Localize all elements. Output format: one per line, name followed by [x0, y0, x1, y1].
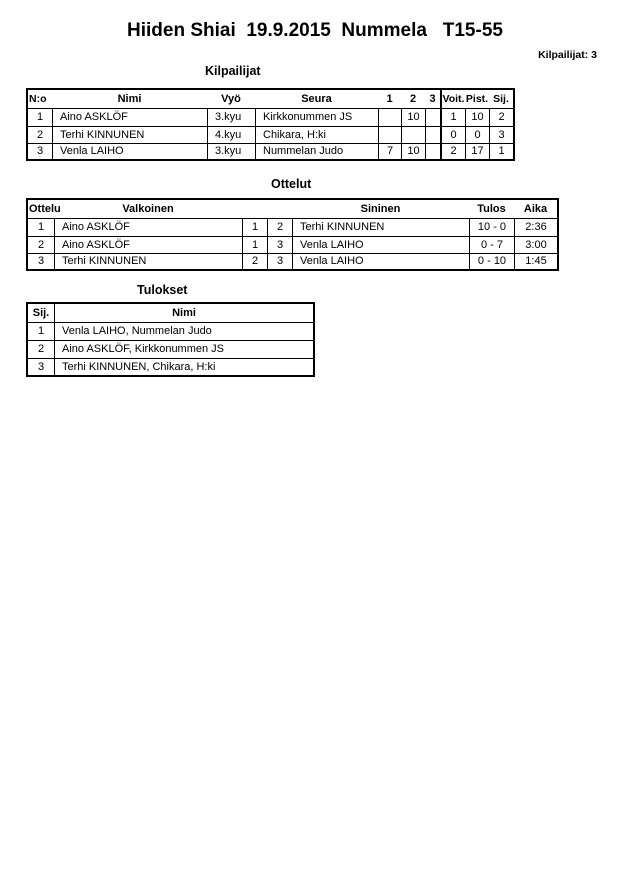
cell-rank: 2 [28, 340, 54, 358]
cell-wins: 0 [440, 126, 465, 143]
cell-white-name: Aino ASKLÖF [54, 236, 242, 253]
header-cell-sininen: Sininen [360, 202, 401, 215]
cell-name: Venla LAIHO [52, 143, 207, 159]
header-cell-round1: 1 [386, 92, 393, 105]
cell-white-name: Aino ASKLÖF [54, 218, 242, 236]
header-cell-pist: Pist. [465, 92, 489, 105]
header-cell-no: N:o [29, 92, 47, 105]
header-cell-tulos: Tulos [477, 202, 506, 215]
cell-time: 1:45 [514, 253, 557, 269]
cell-belt: 4.kyu [207, 126, 255, 143]
cell-round3 [425, 108, 440, 126]
results-table [26, 302, 315, 377]
cell-points: 10 [465, 108, 489, 126]
cell-round1 [378, 126, 401, 143]
matches-table [26, 198, 559, 271]
header-cell-white-no [242, 200, 267, 218]
section-heading-competitors: Kilpailijat [205, 64, 261, 78]
cell-no: 1 [28, 108, 52, 126]
cell-score: 10 - 0 [469, 218, 514, 236]
cell-name-club: Terhi KINNUNEN, Chikara, H:ki [54, 358, 313, 375]
cell-round2: 10 [401, 108, 425, 126]
cell-time: 2:36 [514, 218, 557, 236]
page-title: Hiiden Shiai 19.9.2015 Nummela T15-55 [127, 20, 503, 41]
header-cell-nimi: Nimi [117, 92, 142, 105]
cell-rank: 3 [489, 126, 513, 143]
cell-points: 17 [465, 143, 489, 159]
cell-club: Chikara, H:ki [255, 126, 378, 143]
cell-wins: 2 [440, 143, 465, 159]
cell-round1: 7 [378, 143, 401, 159]
cell-time: 3:00 [514, 236, 557, 253]
cell-rank: 1 [28, 322, 54, 340]
cell-wins: 1 [440, 108, 465, 126]
cell-name-club: Venla LAIHO, Nummelan Judo [54, 322, 313, 340]
cell-club: Kirkkonummen JS [255, 108, 378, 126]
header-cell-aika: Aika [523, 202, 548, 215]
cell-no: 3 [28, 143, 52, 159]
section-heading-matches: Ottelut [271, 177, 312, 191]
header-cell-sij: Sij. [493, 92, 509, 105]
competitors-table [26, 88, 515, 161]
header-cell-blue-no [267, 200, 292, 218]
header-cell-round2: 2 [409, 92, 417, 105]
header-cell-ottelu: Ottelu [29, 202, 61, 215]
header-cell-vyo: Vyö [221, 92, 241, 105]
header-cell-sij: Sij. [32, 306, 50, 319]
competitor-count-label: Kilpailijat: 3 [538, 49, 597, 61]
cell-blue-no: 3 [267, 236, 292, 253]
cell-rank: 1 [489, 143, 513, 159]
cell-round3 [425, 126, 440, 143]
header-cell-valkoinen: Valkoinen [122, 202, 174, 215]
cell-match-no: 1 [28, 218, 54, 236]
header-cell-seura: Seura [301, 92, 332, 105]
cell-round3 [425, 143, 440, 159]
cell-name: Terhi KINNUNEN [52, 126, 207, 143]
cell-belt: 3.kyu [207, 143, 255, 159]
cell-rank: 3 [28, 358, 54, 375]
section-heading-results: Tulokset [137, 283, 188, 297]
cell-match-no: 2 [28, 236, 54, 253]
header-cell-round3: 3 [429, 92, 436, 105]
cell-blue-name: Terhi KINNUNEN [292, 218, 469, 236]
cell-white-name: Terhi KINNUNEN [54, 253, 242, 269]
cell-no: 2 [28, 126, 52, 143]
cell-white-no: 1 [242, 236, 267, 253]
cell-round2 [401, 126, 425, 143]
cell-white-no: 2 [242, 253, 267, 269]
cell-score: 0 - 10 [469, 253, 514, 269]
cell-blue-no: 3 [267, 253, 292, 269]
cell-score: 0 - 7 [469, 236, 514, 253]
cell-belt: 3.kyu [207, 108, 255, 126]
cell-name-club: Aino ASKLÖF, Kirkkonummen JS [54, 340, 313, 358]
cell-white-no: 1 [242, 218, 267, 236]
cell-match-no: 3 [28, 253, 54, 269]
cell-rank: 2 [489, 108, 513, 126]
cell-points: 0 [465, 126, 489, 143]
cell-name: Aino ASKLÖF [52, 108, 207, 126]
cell-blue-no: 2 [267, 218, 292, 236]
cell-round1 [378, 108, 401, 126]
cell-club: Nummelan Judo [255, 143, 378, 159]
cell-blue-name: Venla LAIHO [292, 253, 469, 269]
header-cell-nimi: Nimi [54, 304, 313, 322]
cell-round2: 10 [401, 143, 425, 159]
cell-blue-name: Venla LAIHO [292, 236, 469, 253]
header-cell-voit: Voit. [440, 90, 465, 108]
